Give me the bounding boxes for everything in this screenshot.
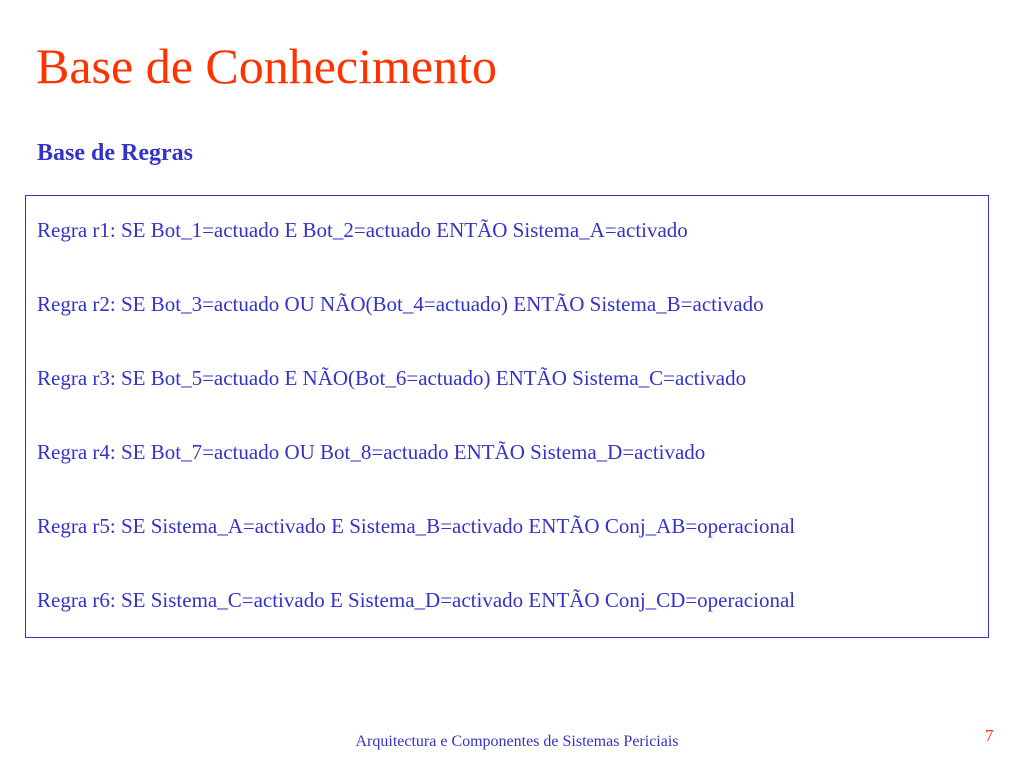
rules-box	[25, 195, 989, 638]
section-subtitle: Base de Regras	[37, 140, 193, 166]
page-number: 7	[985, 726, 994, 745]
slide-footer: Arquitectura e Componentes de Sistemas Periciais	[355, 733, 679, 750]
rule-r1: Regra r1: SE Bot_1=actuado E Bot_2=actuado ENTÃO Sistema_A=activado	[37, 218, 688, 242]
rule-r5: Regra r5: SE Sistema_A=activado E Sistema_B=activado ENTÃO Conj_AB=operacional	[37, 514, 796, 538]
rule-r4: Regra r4: SE Bot_7=actuado OU Bot_8=actuado ENTÃO Sistema_D=activado	[37, 440, 706, 464]
rule-r6: Regra r6: SE Sistema_C=activado E Sistema_D=activado ENTÃO Conj_CD=operacional	[37, 588, 796, 612]
slide-title: Base de Conhecimento	[36, 38, 497, 94]
rule-r3: Regra r3: SE Bot_5=actuado E NÃO(Bot_6=actuado) ENTÃO Sistema_C=activado	[37, 366, 747, 390]
rule-r2: Regra r2: SE Bot_3=actuado OU NÃO(Bot_4=actuado) ENTÃO Sistema_B=activado	[37, 292, 764, 316]
